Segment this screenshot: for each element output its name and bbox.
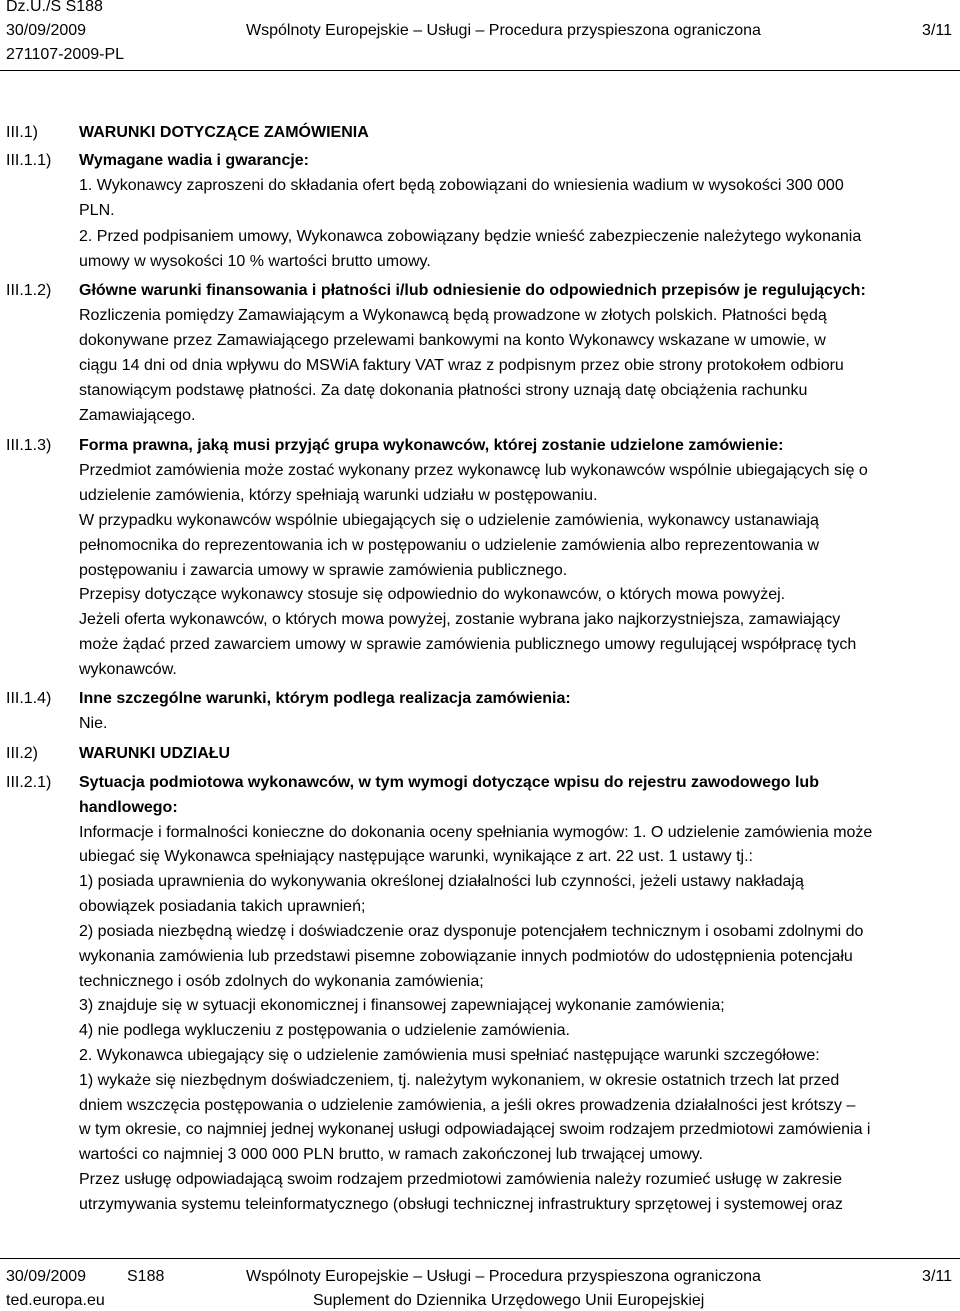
section-label: III.1) xyxy=(6,124,39,141)
text-line: umowy w wysokości 10 % wartości brutto umowy. xyxy=(79,253,431,270)
text-line: Zamawiającego. xyxy=(79,407,196,424)
text-line: 4) nie podlega wykluczeniu z postępowania o udzielenie zamówienia. xyxy=(79,1022,570,1039)
subsection-heading: Sytuacja podmiotowa wykonawców, w tym wymogi dotyczące wpisu do rejestru zawodowego lub xyxy=(79,774,819,791)
footer-rule xyxy=(0,1258,960,1259)
text-line: 2. Wykonawca ubiegający się o udzielenie zamówienia musi spełniać następujące warunki szczegółowe: xyxy=(79,1047,820,1064)
text-line: technicznego i osób zdolnych do wykonania zamówienia; xyxy=(79,973,484,990)
text-line: Przez usługę odpowiadającą swoim rodzajem przedmiotowi zamówienia należy rozumieć usługę w zakresie xyxy=(79,1171,843,1188)
section-label: III.2) xyxy=(6,745,39,762)
section-heading: WARUNKI DOTYCZĄCE ZAMÓWIENIA xyxy=(79,124,369,141)
subsection-heading: Główne warunki finansowania i płatności i/lub odniesienie do odpowiednich przepisów je regulujących: xyxy=(79,282,866,299)
text-line: 2. Przed podpisaniem umowy, Wykonawca zobowiązany będzie wnieść zabezpieczenie należytego wykonania xyxy=(79,228,862,245)
text-line: udzielenie zamówienia, którzy spełniają warunki udziału w postępowaniu. xyxy=(79,487,598,504)
text-line: Informacje i formalności konieczne do dokonania oceny spełniania wymogów: 1. O udzielenie zamówienia może xyxy=(79,824,873,841)
footer-title: Wspólnoty Europejskie – Usługi – Procedura przyspieszona ograniczona xyxy=(246,1268,761,1285)
subsection-heading: Wymagane wadia i gwarancje: xyxy=(79,152,310,169)
section-heading: WARUNKI UDZIAŁU xyxy=(79,745,231,762)
text-line: stanowiącym podstawę płatności. Za datę dokonania płatności strony uznają datę obciążenia rachunku xyxy=(79,382,808,399)
text-line: w tym okresie, co najmniej jednej wykonanej usługi odpowiadającej swoim rodzajem przedmiotowi zamówienia i xyxy=(79,1121,871,1138)
header-source: Dz.U./S S188 xyxy=(6,0,103,15)
footer-issue: S188 xyxy=(127,1268,165,1285)
text-line: PLN. xyxy=(79,202,115,219)
text-line: 1) posiada uprawnienia do wykonywania określonej działalności lub czynności, jeżeli ustawy nakładają xyxy=(79,873,804,890)
footer-site: ted.europa.eu xyxy=(6,1292,105,1309)
subsection-heading: Inne szczególne warunki, którym podlega realizacja zamówienia: xyxy=(79,690,571,707)
header-title: Wspólnoty Europejskie – Usługi – Procedura przyspieszona ograniczona xyxy=(246,22,761,39)
header-rule xyxy=(0,70,960,71)
footer-page: 3/11 xyxy=(922,1268,952,1285)
section-label: III.1.2) xyxy=(6,282,52,299)
text-line: 2) posiada niezbędną wiedzę i doświadczenie oraz dysponuje potencjałem technicznym i osobami zdolnymi do xyxy=(79,923,864,940)
text-line: ubiegać się Wykonawca spełniający następujące warunki, wynikające z art. 22 ust. 1 ustawy tj.: xyxy=(79,848,753,865)
text-line: pełnomocnika do reprezentowania ich w postępowaniu o udzielenie zamówienia albo reprezentowania w xyxy=(79,537,820,554)
subsection-heading: Forma prawna, jaką musi przyjąć grupa wykonawców, której zostanie udzielone zamówienie: xyxy=(79,437,784,454)
text-line: obowiązek posiadania takich uprawnień; xyxy=(79,898,366,915)
text-line: wykonawców. xyxy=(79,661,177,678)
footer-date: 30/09/2009 xyxy=(6,1268,87,1285)
text-line: postępowaniu i zawarcia umowy w sprawie zamówienia publicznego. xyxy=(79,562,568,579)
section-label: III.1.4) xyxy=(6,690,52,707)
section-label: III.2.1) xyxy=(6,774,52,791)
text-line: 1. Wykonawcy zaproszeni do składania ofert będą zobowiązani do wniesienia wadium w wysokości 300 000 xyxy=(79,177,844,194)
text-line: Jeżeli oferta wykonawców, o których mowa powyżej, zostanie wybrana jako najkorzystniejsza, zamawiający xyxy=(79,611,841,628)
text-line: utrzymywania systemu teleinformatycznego (obsługi technicznej infrastruktury sprzętowej i systemowej oraz xyxy=(79,1196,843,1213)
text-line: wykonania zamówienia lub przedstawi pisemne zobowiązanie innych podmiotów do udostępnienia potencjału xyxy=(79,948,853,965)
text-line: dniem wszczęcia postępowania o udzielenie zamówienia, a jeśli okres prowadzenia działalności jest krótszy – xyxy=(79,1097,856,1114)
text-line: ciągu 14 dni od dnia wpływu do MSWiA faktury VAT wraz z podpisnym przez obie strony protokołem odbioru xyxy=(79,357,844,374)
footer-supplement: Suplement do Dziennika Urzędowego Unii Europejskiej xyxy=(313,1292,705,1309)
text-line: 3) znajduje się w sytuacji ekonomicznej i finansowej zapewniającej wykonanie zamówienia; xyxy=(79,997,725,1014)
text-line: Przedmiot zamówienia może zostać wykonany przez wykonawcę lub wykonawców wspólnie ubiegających się o xyxy=(79,462,868,479)
section-label: III.1.1) xyxy=(6,152,52,169)
text-line: Przepisy dotyczące wykonawcy stosuje się odpowiednio do wykonawców, o których mowa powyżej. xyxy=(79,586,786,603)
text-line: wartości co najmniej 3 000 000 PLN brutto, w ramach zakończonej lub trwającej umowy. xyxy=(79,1146,703,1163)
text-line: może żądać przed zawarciem umowy w sprawie zamówienia publicznego umowy regulującej współpracę tych xyxy=(79,636,857,653)
subsection-heading: handlowego: xyxy=(79,799,178,816)
text-line: Rozliczenia pomiędzy Zamawiającym a Wykonawcą będą prowadzone w złotych polskich. Płatności będą xyxy=(79,307,827,324)
text-line: 1) wykaże się niezbędnym doświadczeniem, tj. należytym wykonaniem, w okresie ostatnich trzech lat przed xyxy=(79,1072,840,1089)
header-page: 3/11 xyxy=(922,22,952,39)
header-ref: 271107-2009-PL xyxy=(6,46,125,63)
text-line: Nie. xyxy=(79,715,108,732)
text-line: W przypadku wykonawców wspólnie ubiegających się o udzielenie zamówienia, wykonawcy ustanawiają xyxy=(79,512,819,529)
header-date: 30/09/2009 xyxy=(6,22,87,39)
section-label: III.1.3) xyxy=(6,437,52,454)
text-line: dokonywane przez Zamawiającego przelewami bankowymi na konto Wykonawcy wskazane w umowie, w xyxy=(79,332,826,349)
